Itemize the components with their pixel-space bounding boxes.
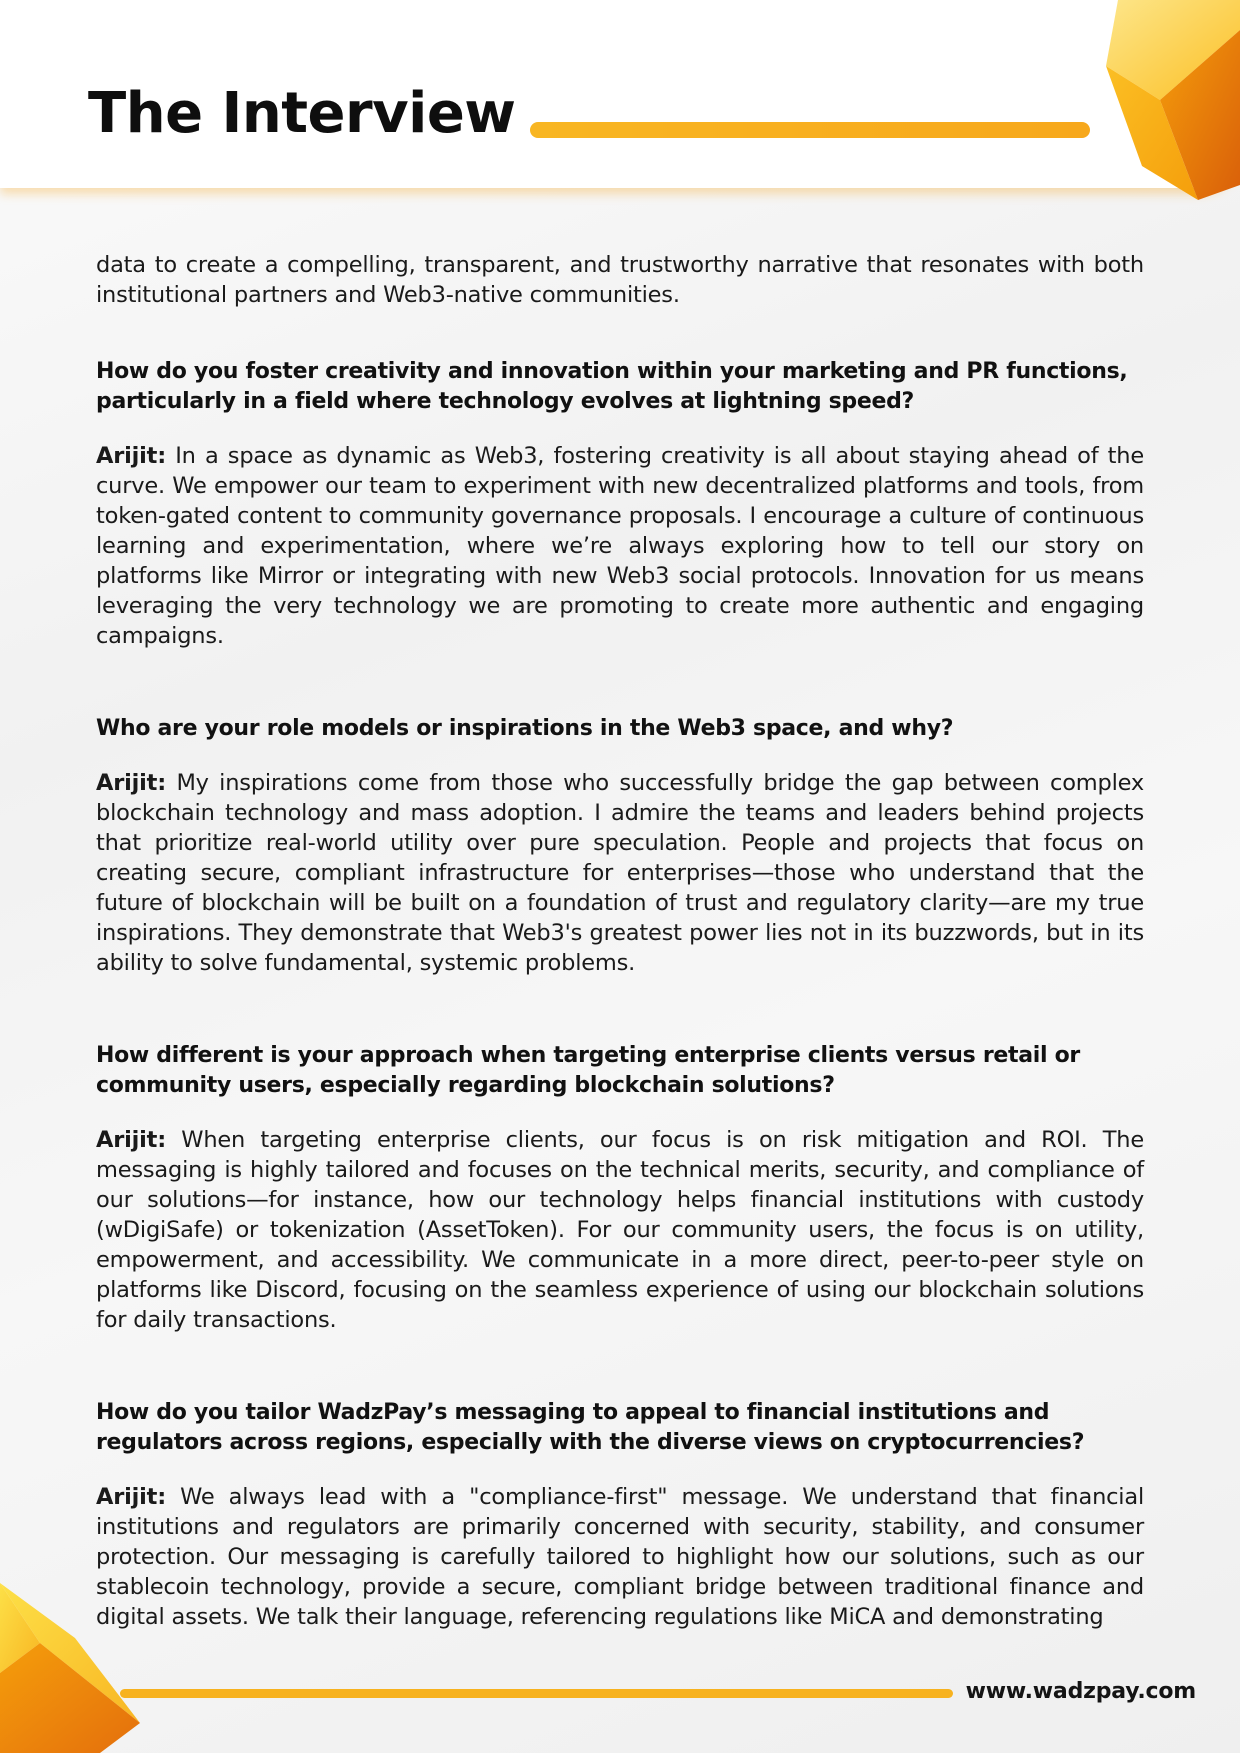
question-1: How do you foster creativity and innovation within your marketing and PR functions, particularly in a field where technology evolves at lightning speed?	[96, 359, 1128, 414]
page-title: The Interview	[88, 81, 516, 146]
answer-3-text: When targeting enterprise clients, our focus is on risk mitigation and ROI. The messaging is highly tailored and focuses on the technical merits, security, and compliance of our solutions—for instance, how our technology helps financial institutions with custody (wDigiSafe) or tokenization (AssetToken). For our community users, the focus is on utility, empowerment, and accessibility. We communicate in a more direct, peer-to-peer style on platforms like Discord, focusing on the seamless experience of using our blockchain solutions for daily transactions.	[96, 1127, 1144, 1333]
speaker-label: Arijit:	[96, 1127, 167, 1153]
answer-2	[96, 768, 1144, 978]
answer-1	[96, 441, 1144, 651]
question-3: How different is your approach when targeting enterprise clients versus retail or community users, especially regarding blockchain solutions?	[96, 1043, 1080, 1098]
gold-cube-top-right-icon	[1010, 0, 1240, 220]
answer-3	[96, 1125, 1144, 1335]
footer-website-link[interactable]: www.wadzpay.com	[965, 1679, 1196, 1704]
intro-paragraph: data to create a compelling, transparent, and trustworthy narrative that resonates with both institutional partners and Web3-native communities.	[96, 252, 1144, 308]
speaker-label: Arijit:	[96, 443, 167, 469]
speaker-label: Arijit:	[96, 1484, 167, 1510]
answer-4-text: We always lead with a "compliance-first" message. We understand that financial institutions and regulators are primarily concerned with security, stability, and consumer protection. Our messaging is carefully tailored to highlight how our solutions, such as our stablecoin technology, provide a secure, compliant bridge between traditional finance and digital assets. We talk their language, referencing regulations like MiCA and demonstrating	[96, 1484, 1144, 1630]
answer-2-text: My inspirations come from those who successfully bridge the gap between complex blockchain technology and mass adoption. I admire the teams and leaders behind projects that prioritize real-world utility over pure speculation. People and projects that focus on creating secure, compliant infrastructure for enterprises—those who understand that the future of blockchain will be built on a foundation of trust and regulatory clarity—are my true inspirations. They demonstrate that Web3's greatest power lies not in its buzzwords, but in its ability to solve fundamental, systemic problems.	[96, 770, 1145, 976]
question-2: Who are your role models or inspirations in the Web3 space, and why?	[96, 716, 954, 741]
interview-content	[96, 250, 1144, 1632]
footer-rule	[120, 1689, 953, 1698]
question-4: How do you tailor WadzPay’s messaging to appeal to financial institutions and regulators across regions, especially with the diverse views on cryptocurrencies?	[96, 1400, 1085, 1455]
answer-4	[96, 1482, 1144, 1632]
speaker-label: Arijit:	[96, 770, 167, 796]
answer-1-text: In a space as dynamic as Web3, fostering creativity is all about staying ahead of the curve. We empower our team to experiment with new decentralized platforms and tools, from token-gated content to community governance proposals. I encourage a culture of continuous learning and experimentation, where we’re always exploring how to tell our story on platforms like Mirror or integrating with new Web3 social protocols. Innovation for us means leveraging the very technology we are promoting to create more authentic and engaging campaigns.	[96, 443, 1144, 649]
title-underline-rule	[530, 122, 1090, 138]
